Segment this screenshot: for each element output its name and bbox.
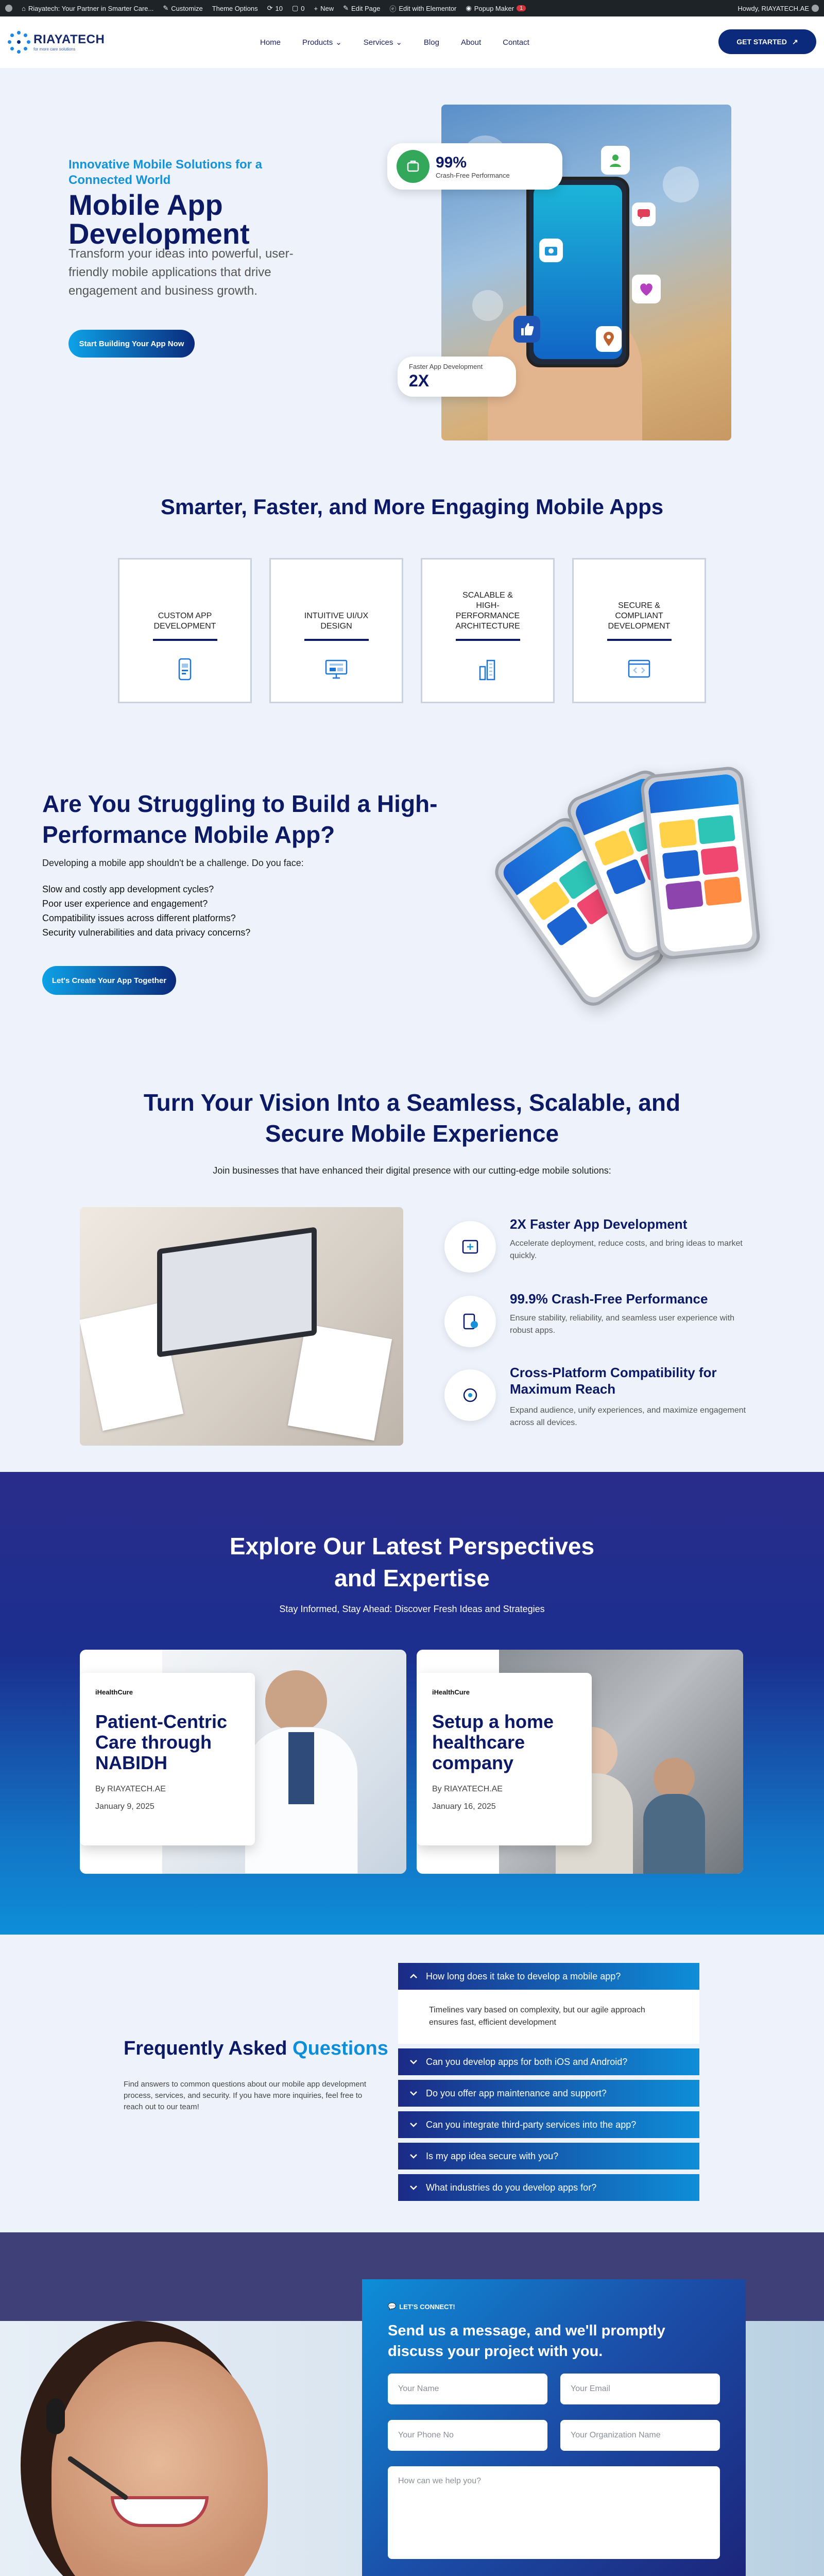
list-item: Security vulnerabilities and data privacy concerns? <box>42 927 251 938</box>
main-nav <box>260 16 529 68</box>
faq-question[interactable]: How long does it take to develop a mobile app? <box>398 1963 699 1990</box>
hero-eyebrow: Innovative Mobile Solutions for a Connected World <box>68 158 263 187</box>
crash-free-stat-card <box>387 143 562 190</box>
feature-card: SCALABLE & HIGH-PERFORMANCE ARCHITECTURE <box>421 558 555 703</box>
chevron-up-icon <box>408 1971 419 1981</box>
faster-dev-value: 2X <box>409 371 430 390</box>
blog-card[interactable] <box>80 1650 406 1874</box>
struggle-title: Are You Struggling to Build a High-Performance Mobile App? <box>42 790 438 848</box>
site-header <box>0 16 824 68</box>
chevron-down-icon: ⌄ <box>335 38 342 47</box>
admin-new[interactable]: + New <box>314 4 334 12</box>
architecture-icon <box>475 656 501 682</box>
admin-updates[interactable]: ⟳ 10 <box>267 4 283 12</box>
admin-wp-logo[interactable] <box>5 5 12 12</box>
admin-bar <box>0 0 824 16</box>
vision-item: Cross-Platform Compatibility for Maximum Reach Expand audience, unify experiences, and maximize engagement across all devices. <box>444 1364 753 1421</box>
nav-services[interactable]: Services ⌄ <box>363 38 402 47</box>
elementor-icon: ⓔ <box>389 5 397 13</box>
wordpress-icon <box>5 5 12 12</box>
pencil-icon: ✎ <box>343 4 349 12</box>
faq-question[interactable]: What industries do you develop apps for? <box>398 2174 699 2201</box>
blog-card[interactable] <box>417 1650 743 1874</box>
cross-platform-icon <box>444 1369 496 1421</box>
perspectives-title: Explore Our Latest Perspectives and Expertise <box>229 1533 595 1591</box>
stability-icon <box>444 1296 496 1347</box>
logo-name: RIAYATECH <box>33 32 105 46</box>
chevron-down-icon <box>408 2120 419 2130</box>
laptop-planning-image <box>80 1207 403 1446</box>
crash-shield-icon <box>397 150 430 183</box>
admin-edit-page[interactable]: ✎ Edit Page <box>343 4 381 12</box>
popup-icon: ◉ <box>466 4 472 12</box>
faster-dev-label: Faster App Development <box>409 363 483 370</box>
admin-customize[interactable]: ✎ Customize <box>163 4 203 12</box>
faq-question[interactable]: Can you integrate third-party services into the app? <box>398 2111 699 2138</box>
list-item: Slow and costly app development cycles? <box>42 884 214 894</box>
blog-card-box <box>80 1673 255 1845</box>
brush-icon: ✎ <box>163 4 169 12</box>
email-field[interactable] <box>560 2374 720 2404</box>
hero-subtitle: Transform your ideas into powerful, user-friendly mobile applications that drive engagement and business growth. <box>68 247 294 298</box>
camera-icon <box>539 239 563 262</box>
comment-icon: ▢ <box>291 4 299 12</box>
message-field[interactable] <box>388 2466 720 2559</box>
nav-products[interactable]: Products ⌄ <box>302 38 342 47</box>
crash-free-value: 99% <box>436 154 467 171</box>
blog-category: iHealthCure <box>95 1688 133 1696</box>
feature-card: CUSTOM APP DEVELOPMENT <box>118 558 252 703</box>
heart-icon <box>632 275 661 303</box>
chevron-down-icon <box>408 2182 419 2193</box>
avatar <box>812 5 819 12</box>
nav-home[interactable]: Home <box>260 38 281 47</box>
feature-card: INTUITIVE UI/UX DESIGN <box>269 558 403 703</box>
logo-dots-icon <box>8 31 30 54</box>
blog-card-box <box>417 1673 592 1845</box>
mobile-app-icon <box>172 656 198 682</box>
nav-blog[interactable]: Blog <box>423 38 439 47</box>
arrow-up-right-icon: ↗ <box>792 37 798 46</box>
chevron-down-icon <box>408 2057 419 2067</box>
admin-theme-options[interactable]: Theme Options <box>212 4 258 12</box>
chevron-down-icon <box>408 2088 419 2098</box>
hero-title: Mobile App Development <box>68 189 250 250</box>
code-window-icon <box>626 656 652 682</box>
list-item: Compatibility issues across different platforms? <box>42 913 236 923</box>
nav-contact[interactable]: Contact <box>503 38 529 47</box>
logo-tagline: for more care solutions <box>33 46 76 52</box>
vision-item: 99.9% Crash-Free Performance Ensure stability, reliability, and seamless user experience with robust apps. <box>444 1291 753 1347</box>
faq-question[interactable]: Do you offer app maintenance and support? <box>398 2080 699 2107</box>
home-icon: ⌂ <box>22 4 26 12</box>
phones-mockup-image <box>520 762 778 1010</box>
vision-title: Turn Your Vision Into a Seamless, Scalable, and Secure Mobile Experience <box>143 1089 681 1147</box>
chevron-down-icon <box>408 2151 419 2161</box>
admin-comments[interactable]: ▢ 0 <box>291 4 305 12</box>
vision-subtitle: Join businesses that have enhanced their digital presence with our cutting-edge mobile solutions: <box>213 1165 611 1176</box>
get-started-button[interactable]: GET STARTED ↗ <box>718 29 816 54</box>
list-item: Poor user experience and engagement? <box>42 899 208 909</box>
create-app-button[interactable]: Let's Create Your App Together <box>42 966 176 995</box>
blog-title[interactable]: Setup a home healthcare company <box>432 1711 554 1773</box>
vision-item: 2X Faster App Development Accelerate deployment, reduce costs, and bring ideas to market quickly. <box>444 1216 753 1273</box>
perspectives-subtitle: Stay Informed, Stay Ahead: Discover Fresh Ideas and Strategies <box>279 1604 545 1614</box>
faq-question[interactable]: Can you develop apps for both iOS and Android? <box>398 2048 699 2075</box>
chat-bubble-icon: 💬 <box>388 2302 397 2310</box>
admin-popup-maker[interactable]: ◉ Popup Maker 1 <box>466 4 526 12</box>
struggle-list <box>42 882 250 940</box>
blog-author: By RIAYATECH.AE <box>95 1785 166 1793</box>
location-pin-icon <box>596 326 622 352</box>
blog-author: By RIAYATECH.AE <box>432 1785 503 1793</box>
name-field[interactable] <box>388 2374 547 2404</box>
user-icon <box>601 146 630 175</box>
speed-icon <box>444 1221 496 1273</box>
chat-icon <box>632 202 656 226</box>
chevron-down-icon: ⌄ <box>396 38 402 47</box>
struggle-intro: Developing a mobile app shouldn't be a challenge. Do you face: <box>42 858 304 868</box>
start-building-button[interactable]: Start Building Your App Now <box>68 330 195 358</box>
contact-form <box>362 2279 746 2576</box>
organization-field[interactable] <box>560 2420 720 2451</box>
faster-dev-stat-card <box>398 357 516 397</box>
blog-date: January 9, 2025 <box>95 1802 154 1811</box>
contact-title: Send us a message, and we'll promptly discuss your project with you. <box>388 2323 665 2360</box>
faq-answer: Timelines vary based on complexity, but our agile approach ensures fast, efficient development <box>398 1990 699 2044</box>
faq-description: Find answers to common questions about our mobile app development process, services, and security. If you have more inquiries, feel free to reach out to our team! <box>124 2080 367 2111</box>
admin-elementor[interactable]: ⓔ Edit with Elementor <box>389 4 457 13</box>
blog-date: January 16, 2025 <box>432 1802 496 1811</box>
like-icon <box>513 316 540 343</box>
nav-about[interactable]: About <box>460 38 482 47</box>
admin-howdy[interactable]: Howdy, RIAYATECH.AE <box>738 5 819 12</box>
crash-free-label: Crash-Free Performance <box>436 171 510 179</box>
faq-question[interactable]: Is my app idea secure with you? <box>398 2143 699 2170</box>
admin-site-link[interactable]: ⌂ Riayatech: Your Partner in Smarter Care... <box>22 4 154 12</box>
lets-connect-badge: 💬 LET'S CONNECT! <box>388 2302 455 2311</box>
features-title: Smarter, Faster, and More Engaging Mobile Apps <box>160 495 664 519</box>
refresh-icon: ⟳ <box>267 4 273 12</box>
plus-icon: + <box>314 4 318 12</box>
site-logo[interactable] <box>8 31 105 54</box>
design-monitor-icon <box>323 656 349 682</box>
blog-title[interactable]: Patient-Centric Care through NABIDH <box>95 1711 228 1773</box>
phone-field[interactable] <box>388 2420 547 2451</box>
feature-card: SECURE & COMPLIANT DEVELOPMENT <box>572 558 706 703</box>
faq-title: Frequently Asked Questions <box>124 2038 388 2059</box>
blog-category: iHealthCure <box>432 1688 470 1696</box>
